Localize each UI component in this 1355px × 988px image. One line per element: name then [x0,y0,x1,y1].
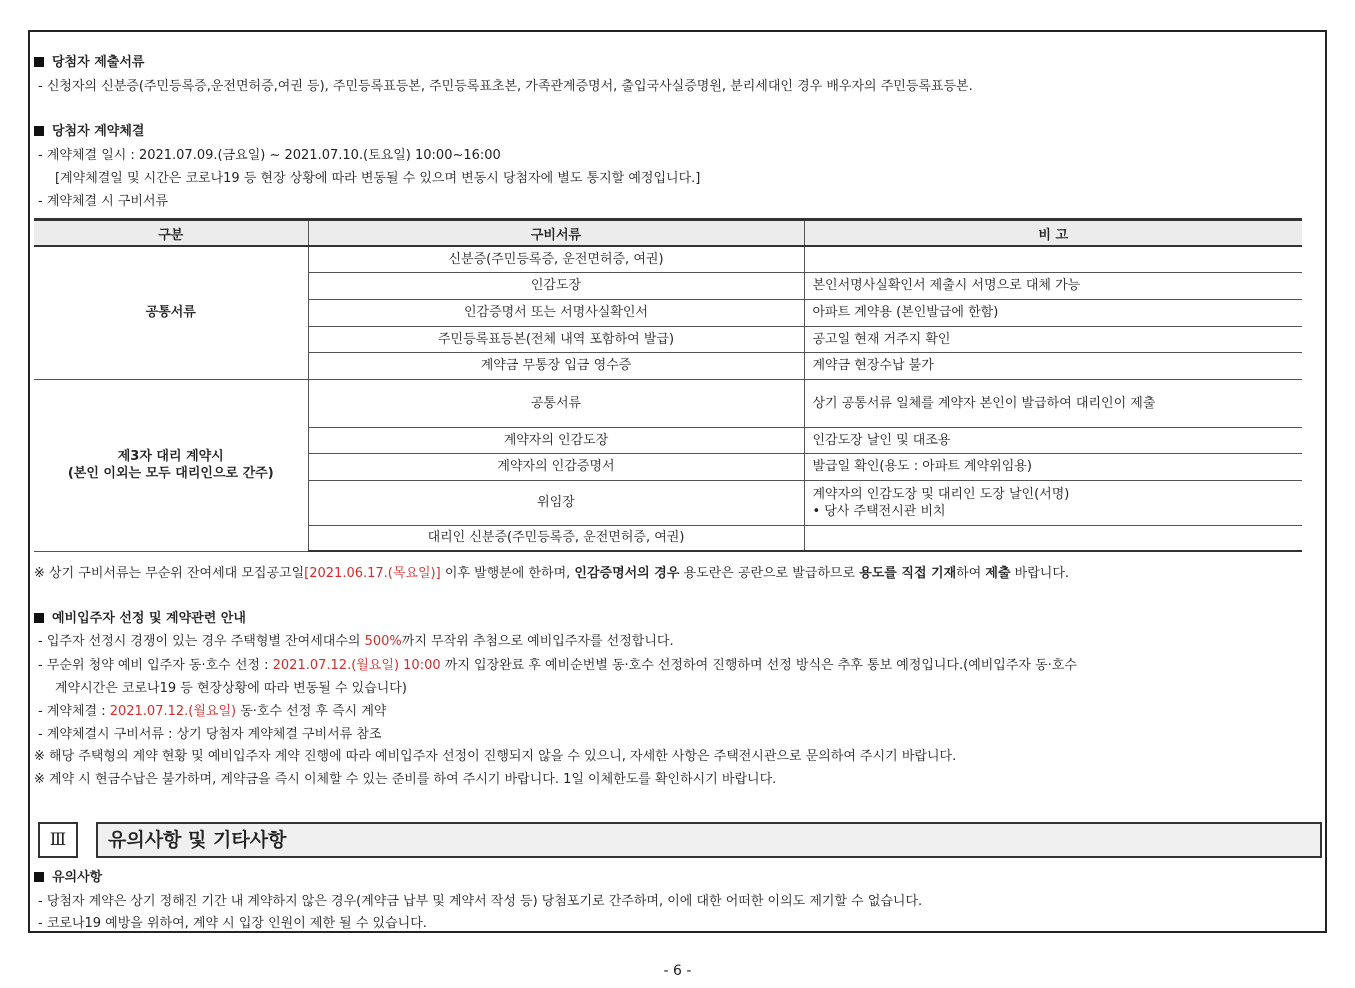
note-date: [2021.06.17.(목요일)] [304,566,441,581]
reserve-text: - 무순위 청약 예비 입주자 동·호수 선정 : [38,658,273,673]
section-title: 유의사항 및 기타사항 [96,822,1322,858]
table-row [34,246,1302,272]
remark-cell: 인감도장 날인 및 대조용 [804,427,1302,453]
doc-cell: 계약금 무통장 입금 영수증 [308,352,804,379]
caution-heading-text: 유의사항 [52,870,103,885]
header-documents: 구비서류 [308,220,804,247]
reserve-heading-text: 예비입주자 선정 및 계약관련 안내 [52,611,246,626]
remark-cell: 아파트 계약용 (본인발급에 한함) [804,299,1302,326]
submit-heading [34,54,144,72]
submit-heading-text: 당첨자 제출서류 [52,55,145,70]
remark-line: 계약자의 인감도장 및 대리인 도장 날인(서명) [812,486,1070,502]
doc-cell: 신분증(주민등록증, 운전면허증, 여권) [308,246,804,272]
caution-line-2: - 코로나19 예방을 위하여, 계약 시 입장 인원이 제한 될 수 있습니다. [38,916,427,931]
reserve-line-7: ※ 계약 시 현금수납은 불가하며, 계약금을 즉시 이체할 수 있는 준비를 하여 주시기 바랍니다. 1일 이체한도를 확인하시기 바랍니다. [34,772,777,787]
reserve-text: 까지 입장완료 후 예비순번별 동·호수 선정하여 진행하며 선정 방식은 추후 통보 예정입니다.(예비입주자 동·호수 [440,658,1077,673]
reserve-text: 까지 무작위 추첨으로 예비입주자를 선정합니다. [401,634,674,649]
reserve-heading [34,610,246,628]
remark-cell: 상기 공통서류 일체를 계약자 본인이 발급하여 대리인이 제출 [804,379,1302,427]
note-text: 바랍니다. [1010,566,1070,581]
group-proxy [34,379,308,551]
header-category: 구분 [34,220,308,247]
reserve-text: 동·호수 선정 후 즉시 계약 [236,704,387,719]
note-text: 이후 발행분에 한하며, [440,566,575,581]
caution-line-1: - 당첨자 계약은 상기 정해진 기간 내 계약하지 않은 경우(계약금 납부 및 계약서 작성 등) 당첨포기로 간주하며, 이에 대한 어떠한 이의도 제기할 수 없습니다. [38,894,923,909]
remark-cell: 계약금 현장수납 불가 [804,352,1302,379]
doc-cell: 인감증명서 또는 서명사실확인서 [308,299,804,326]
doc-cell: 공통서류 [308,379,804,427]
reserve-red: 500% [364,634,402,649]
note-text: 용도란은 공란으로 발급하므로 [679,566,860,581]
doc-cell: 위임장 [308,480,804,525]
table-header-row [34,220,1302,247]
header-remarks: 비 고 [804,220,1302,247]
remark-cell: 공고일 현재 거주지 확인 [804,326,1302,352]
remark-cell [804,246,1302,272]
doc-cell: 계약자의 인감도장 [308,427,804,453]
group-common: 공통서류 [34,246,308,379]
reserve-line-3: 계약시간은 코로나19 등 현장상황에 따라 변동될 수 있습니다) [55,681,407,696]
doc-cell: 주민등록표등본(전체 내역 포함하여 발급) [308,326,804,352]
reserve-text: - 입주자 선정시 경쟁이 있는 경우 주택형별 잔여세대수의 [38,634,365,649]
doc-cell: 계약자의 인감증명서 [308,453,804,480]
contract-heading [34,123,144,141]
remark-line: • 당사 주택전시관 비치 [812,503,946,519]
remark-cell: 발급일 확인(용도 : 아파트 계약위임용) [804,453,1302,480]
reserve-red: 2021.07.12.(월요일) [109,704,237,719]
note-bold: 인감증명서의 경우 [574,566,680,581]
reserve-red: 2021.07.12.(월요일) 10:00 [272,658,441,673]
docs-note [34,565,1069,583]
contract-date-line: - 계약체결 일시 : 2021.07.09.(금요일) ~ 2021.07.10.(토요일) 10:00~16:00 [38,148,501,163]
caution-heading [34,869,102,887]
remark-cell: 본인서명사실확인서 제출시 서명으로 대체 가능 [804,272,1302,299]
reserve-line-5: - 계약체결시 구비서류 : 상기 당첨자 계약체결 구비서류 참조 [38,727,382,742]
reserve-line-4 [38,703,386,721]
square-bullet-icon [34,126,44,136]
group-proxy-line2: (본인 이외는 모두 대리인으로 간주) [67,466,274,481]
note-text: ※ 상기 구비서류는 무순위 잔여세대 모집공고일 [34,566,305,581]
reserve-line-6: ※ 해당 주택형의 계약 현황 및 예비입주자 계약 진행에 따라 예비입주자 선정이 진행되지 않을 수 있으니, 자세한 사항은 주택전시관으로 문의하여 주시기 바랍니다. [34,749,957,764]
submit-line: - 신청자의 신분증(주민등록증,운전면허증,여권 등), 주민등록표등본, 주민등록표초본, 가족관계증명서, 출입국사실증명원, 분리세대인 경우 배우자의 주민등록표등본. [38,79,973,94]
note-text: 하여 [956,566,986,581]
contract-heading-text: 당첨자 계약체결 [52,124,145,139]
doc-cell: 대리인 신분증(주민등록증, 운전면허증, 여권) [308,525,804,551]
table-row [34,379,1302,427]
group-proxy-line1: 제3자 대리 계약시 [117,449,224,464]
note-bold: 제출 [985,566,1011,581]
remark-cell [804,525,1302,551]
section-number: Ⅲ [38,822,78,858]
contract-note-line: [계약체결일 및 시간은 코로나19 등 현장 상황에 따라 변동될 수 있으며 변동시 당첨자에 별도 통지할 예정입니다.] [55,171,701,186]
required-docs-table [34,218,1302,552]
square-bullet-icon [34,872,44,882]
page-number: - 6 - [663,963,692,979]
document-frame [28,30,1327,933]
remark-cell [804,480,1302,525]
contract-docs-line: - 계약체결 시 구비서류 [38,194,169,209]
reserve-text: - 계약체결 : [38,704,110,719]
note-bold: 용도를 직접 기재 [859,566,957,581]
doc-cell: 인감도장 [308,272,804,299]
square-bullet-icon [34,57,44,67]
reserve-line-1 [38,633,674,651]
reserve-line-2 [38,657,1077,675]
square-bullet-icon [34,613,44,623]
